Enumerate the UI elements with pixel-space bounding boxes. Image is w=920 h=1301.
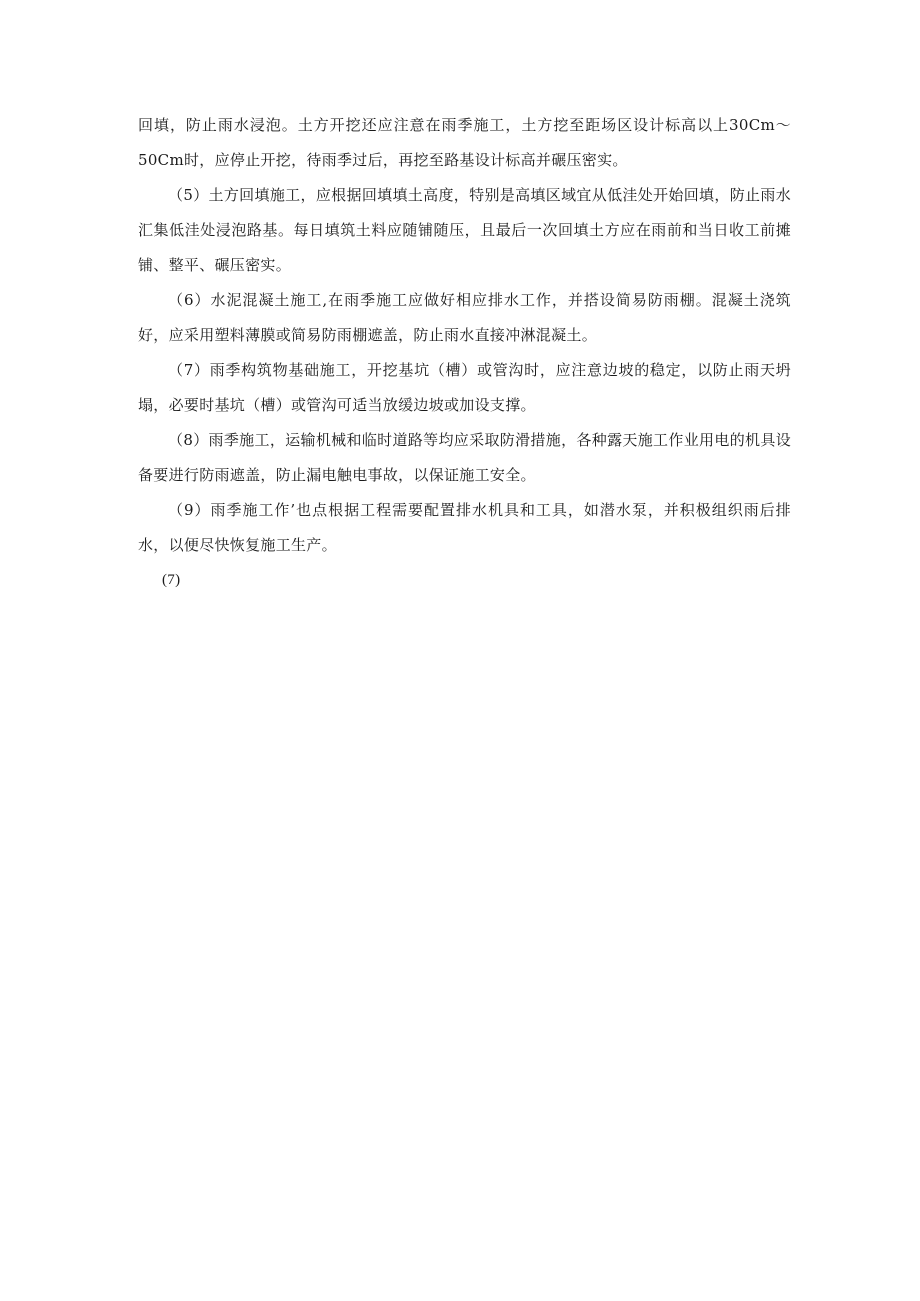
paragraph-item-9: （9）雨季施工作’也点根据工程需要配置排水机具和工具，如潜水泵，并积极组织雨后排水，以便尽快恢复施工生产。 — [138, 501, 791, 554]
paragraph-item-5: （5）土方回填施工，应根据回填填土高度，特别是高填区域宜从低洼处开始回填，防止雨水汇集低洼处浸泡路基。每日填筑土料应随铺随压，且最后一次回填土方应在雨前和当日收工前摊铺、整平、碾压密实。 — [138, 186, 791, 274]
paragraph-item-8: （8）雨季施工，运输机械和临时道路等均应采取防滑措施，各种露天施工作业用电的机具设备要进行防雨遮盖，防止漏电触电事故，以保证施工安全。 — [138, 431, 791, 484]
section-marker: (7) — [162, 572, 181, 588]
paragraph-continuation: 回填，防止雨水浸泡。土方开挖还应注意在雨季施工，土方挖至距场区设计标高以上30Cm～50Cm时，应停止开挖，待雨季过后，再挖至路基设计标高并碾压密实。 — [138, 116, 791, 169]
paragraph-item-6: （6）水泥混凝土施工,在雨季施工应做好相应排水工作，并搭设简易防雨棚。混凝土浇筑好，应采用塑料薄膜或简易防雨棚遮盖，防止雨水直接冲淋混凝土。 — [138, 291, 791, 344]
paragraph-item-7: （7）雨季构筑物基础施工，开挖基坑（槽）或管沟时，应注意边坡的稳定，以防止雨天坍塌，必要时基坑（槽）或管沟可适当放缓边坡或加设支撑。 — [138, 361, 791, 414]
document-body — [138, 108, 791, 598]
